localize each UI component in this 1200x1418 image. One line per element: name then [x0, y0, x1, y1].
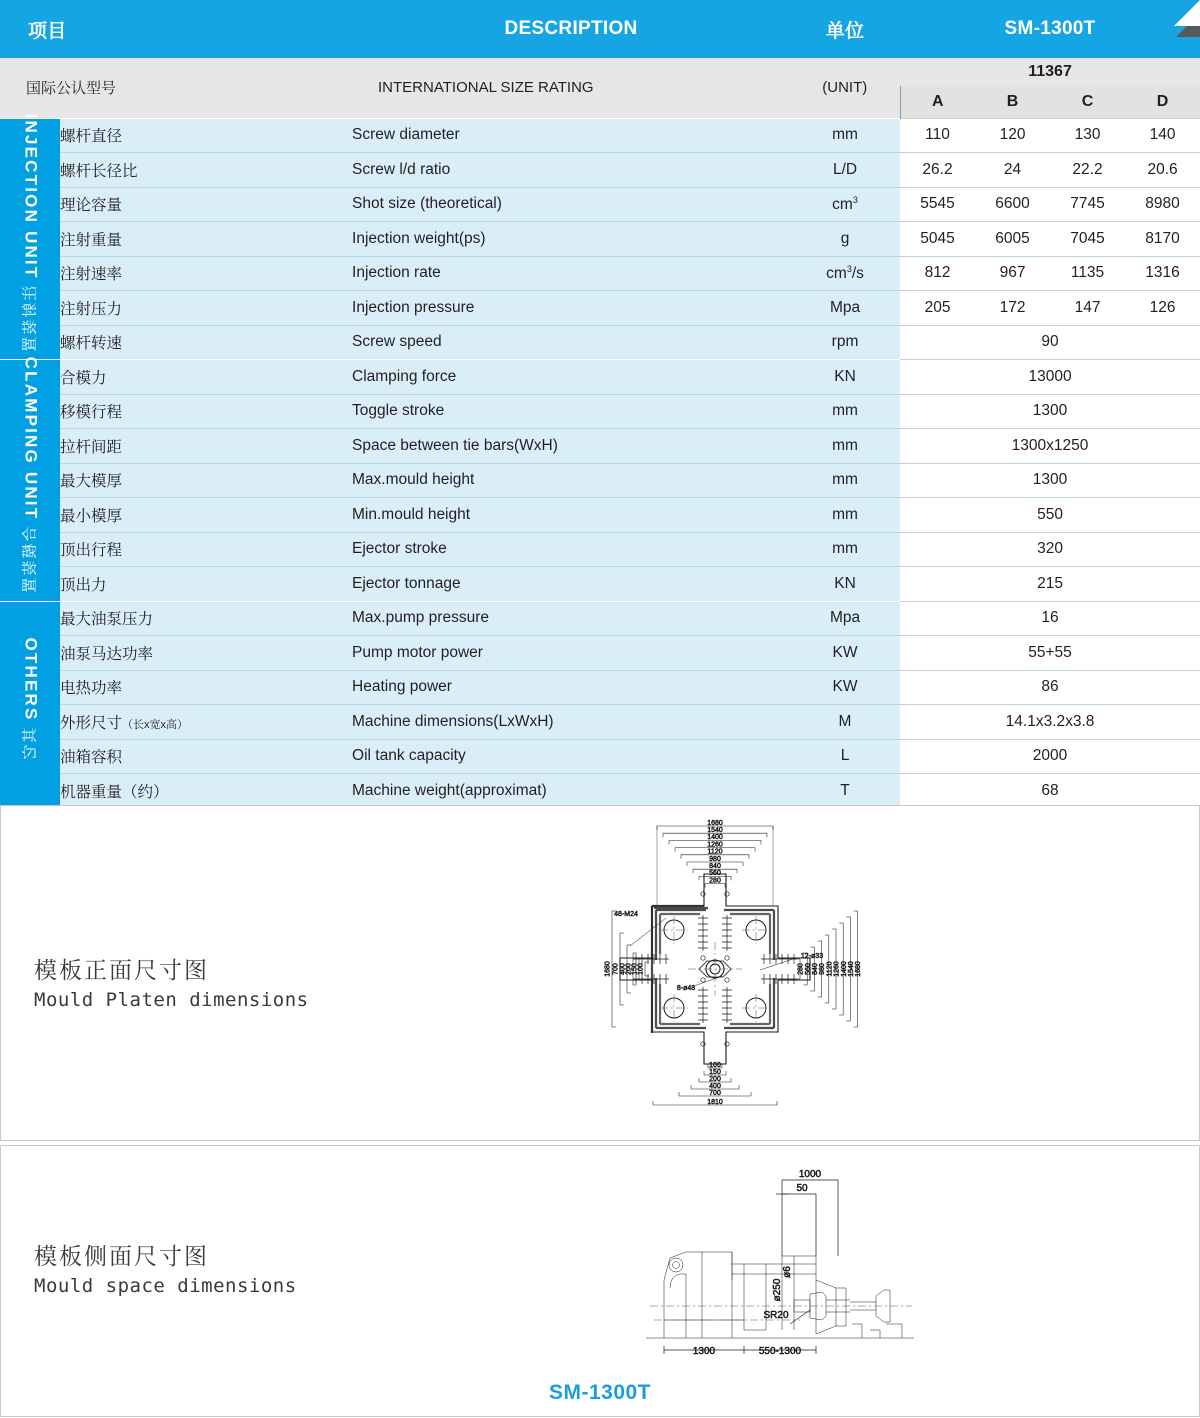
section-label-cn: 其它	[21, 727, 39, 762]
row-unit: M	[790, 705, 900, 740]
side-caption-cn: 模板侧面尺寸图	[34, 1244, 209, 1270]
table-row	[0, 498, 1200, 533]
dimension-label: 550-1300	[758, 1346, 802, 1357]
side-dimension-drawing	[640, 1160, 920, 1365]
dimension-label: 700	[709, 1089, 721, 1097]
dimension-label: 1120	[826, 961, 834, 977]
dimension-label: 840	[812, 963, 819, 975]
dimension-label: 1400	[707, 834, 723, 842]
value-cell: 26.2	[900, 153, 975, 188]
platen-dimension-drawing	[600, 818, 930, 1133]
dimension-label: 200	[709, 1075, 721, 1083]
value-cell: 1135	[1050, 256, 1125, 291]
row-label-cn: 机器重量（约）	[60, 774, 352, 809]
table-row	[0, 118, 1200, 153]
table-row	[0, 187, 1200, 222]
row-label-en: Screw l/d ratio	[352, 153, 790, 188]
variant-header-d: D	[1125, 86, 1200, 118]
value-cell-span: 90	[900, 325, 1200, 360]
row-label-cn: 最大油泵压力	[60, 601, 352, 636]
section-label-clamping-unit	[0, 356, 60, 602]
row-unit: Mpa	[790, 601, 900, 636]
value-cell: 6005	[975, 222, 1050, 257]
dimension-label: 840	[709, 863, 721, 870]
value-cell-span: 1300x1250	[900, 429, 1200, 464]
dimension-label: 150	[631, 963, 639, 975]
row-unit-base: cm	[832, 195, 853, 213]
value-cell-span: 86	[900, 670, 1200, 705]
row-label-en: Max.pump pressure	[352, 601, 790, 636]
header-size-rating-en: INTERNATIONAL SIZE RATING	[352, 58, 790, 118]
row-label-en: Heating power	[352, 670, 790, 705]
row-label-cn: 拉杆间距	[60, 429, 352, 464]
dimension-label: 400	[709, 1082, 721, 1090]
section-label-en: INJECTION UNIT	[21, 113, 41, 280]
platen-caption-en: Mould Platen dimensions	[34, 989, 309, 1011]
value-cell: 120	[975, 118, 1050, 153]
value-cell: 7745	[1050, 187, 1125, 222]
row-label-cn-main: 外形尺寸	[60, 714, 123, 732]
row-unit: KW	[790, 670, 900, 705]
value-cell-span: 2000	[900, 739, 1200, 774]
header-unit: 单位	[790, 0, 900, 58]
table-row	[0, 670, 1200, 705]
row-unit: mm	[790, 498, 900, 533]
row-unit: KN	[790, 567, 900, 602]
value-cell: 147	[1050, 291, 1125, 326]
table-row	[0, 567, 1200, 602]
row-unit-tail: /s	[851, 264, 864, 282]
value-cell: 130	[1050, 118, 1125, 153]
section-label-injection-unit	[0, 113, 60, 360]
row-label-en: Max.mould height	[352, 463, 790, 498]
value-cell: 8170	[1125, 222, 1200, 257]
row-label-en: Toggle stroke	[352, 394, 790, 429]
dimension-label: 980	[819, 963, 827, 975]
row-label-en: Screw diameter	[352, 118, 790, 153]
dimension-label: SR20	[763, 1310, 789, 1321]
value-cell-span: 1300	[900, 394, 1200, 429]
row-label-cn: 电热功率	[60, 670, 352, 705]
value-cell: 6600	[975, 187, 1050, 222]
value-cell-span: 55+55	[900, 636, 1200, 671]
value-cell: 126	[1125, 291, 1200, 326]
dimension-label: 100	[637, 963, 645, 975]
platen-caption-cn: 模板正面尺寸图	[34, 958, 209, 984]
row-unit: KN	[790, 360, 900, 395]
row-unit: mm	[790, 463, 900, 498]
dimension-label: 400	[619, 963, 627, 975]
table-row	[0, 636, 1200, 671]
dimension-label: 980	[709, 855, 721, 863]
row-label-cn: 螺杆直径	[60, 118, 352, 153]
value-cell: 812	[900, 256, 975, 291]
table-row	[0, 429, 1200, 464]
row-label-en: Space between tie bars(WxH)	[352, 429, 790, 464]
section-label-en: OTHERS	[21, 637, 41, 722]
table-row	[0, 153, 1200, 188]
row-label-en: Screw speed	[352, 325, 790, 360]
section-label-others	[0, 601, 60, 808]
table-row	[0, 325, 1200, 360]
table-row	[0, 291, 1200, 326]
platen-caption	[34, 952, 309, 1011]
row-label-cn: 注射压力	[60, 291, 352, 326]
row-label-cn: 注射速率	[60, 256, 352, 291]
row-label-cn: 油箱容积	[60, 739, 352, 774]
row-unit: L	[790, 739, 900, 774]
dimension-label: 1000	[798, 1169, 822, 1180]
row-label-cn	[60, 705, 352, 740]
table-row	[0, 463, 1200, 498]
row-unit: mm	[790, 429, 900, 464]
value-cell-span: 14.1x3.2x3.8	[900, 705, 1200, 740]
value-cell: 24	[975, 153, 1050, 188]
dimension-label: 700	[612, 963, 620, 975]
value-cell: 5045	[900, 222, 975, 257]
table-row	[0, 532, 1200, 567]
row-label-cn: 理论容量	[60, 187, 352, 222]
value-cell: 7045	[1050, 222, 1125, 257]
table-row	[0, 222, 1200, 257]
value-cell-span: 1300	[900, 463, 1200, 498]
dimension-label: 1680	[855, 961, 863, 977]
variant-header-a: A	[900, 86, 975, 118]
dimension-label: 50	[796, 1183, 808, 1194]
row-label-cn: 最小模厚	[60, 498, 352, 533]
value-cell-span: 215	[900, 567, 1200, 602]
header-size-rating-cn: 国际公认型号	[0, 58, 352, 118]
value-cell: 967	[975, 256, 1050, 291]
row-label-en: Ejector tonnage	[352, 567, 790, 602]
dimension-label: 1540	[707, 827, 723, 834]
row-label-cn: 最大模厚	[60, 463, 352, 498]
row-label-cn-sub: （长x宽x高）	[122, 718, 189, 731]
table-row	[0, 739, 1200, 774]
row-unit-base: cm	[826, 264, 847, 282]
dimension-label: 8-ø48	[676, 985, 696, 992]
value-cell-span: 16	[900, 601, 1200, 636]
row-label-en: Machine dimensions(LxWxH)	[352, 705, 790, 740]
dimension-label: 1400	[840, 961, 848, 977]
row-label-cn: 油泵马达功率	[60, 636, 352, 671]
dimension-label: 1680	[604, 961, 612, 977]
dimension-label: 1260	[833, 961, 841, 977]
value-cell-span: 68	[900, 774, 1200, 809]
value-cell: 8980	[1125, 187, 1200, 222]
dimension-label: 280	[709, 877, 721, 885]
dimension-label: 200	[625, 963, 633, 975]
row-label-en: Injection rate	[352, 256, 790, 291]
dimension-label: 12-ø33	[800, 953, 824, 960]
row-label-en: Clamping force	[352, 360, 790, 395]
row-unit: T	[790, 774, 900, 809]
corner-fold-mask-icon	[1174, 0, 1200, 26]
dimension-label: ø250	[772, 1278, 783, 1302]
value-cell: 172	[975, 291, 1050, 326]
row-unit	[790, 187, 900, 222]
section-label-en: CLAMPING UNIT	[21, 356, 41, 521]
value-cell: 5545	[900, 187, 975, 222]
value-cell: 110	[900, 118, 975, 153]
side-caption-en: Mould space dimensions	[34, 1275, 297, 1297]
table-row	[0, 774, 1200, 809]
table-row	[0, 360, 1200, 395]
row-unit: Mpa	[790, 291, 900, 326]
table-row	[0, 705, 1200, 740]
row-unit: mm	[790, 394, 900, 429]
model-tag: SM-1300T	[548, 1381, 652, 1404]
row-label-cn: 顶出力	[60, 567, 352, 602]
row-label-en: Shot size (theoretical)	[352, 187, 790, 222]
row-label-en: Injection pressure	[352, 291, 790, 326]
value-cell-span: 13000	[900, 360, 1200, 395]
dimension-label: 1680	[707, 819, 723, 827]
section-label-cn: 注射装置	[21, 285, 39, 354]
header-description: DESCRIPTION	[352, 0, 790, 58]
value-cell: 22.2	[1050, 153, 1125, 188]
header-size-code: 11367	[900, 58, 1200, 86]
row-label-en: Machine weight(approximat)	[352, 774, 790, 809]
dimension-label: 280	[797, 963, 805, 975]
dimension-label: 100	[709, 1061, 721, 1069]
dimension-label: 1300	[692, 1346, 716, 1357]
side-caption	[34, 1238, 297, 1297]
dimension-label: 560	[709, 870, 721, 878]
table-row	[0, 394, 1200, 429]
row-label-cn: 注射重量	[60, 222, 352, 257]
table-row	[0, 601, 1200, 636]
row-label-en: Injection weight(ps)	[352, 222, 790, 257]
row-unit-sup: 3	[852, 194, 858, 205]
header-model: SM-1300T	[900, 0, 1200, 58]
row-label-en: Ejector stroke	[352, 532, 790, 567]
row-label-cn: 螺杆长径比	[60, 153, 352, 188]
row-unit	[790, 256, 900, 291]
row-label-cn: 顶出行程	[60, 532, 352, 567]
row-unit: mm	[790, 532, 900, 567]
dimension-label: ø6	[782, 1266, 793, 1278]
value-cell: 140	[1125, 118, 1200, 153]
dimension-label: 150	[709, 1068, 721, 1076]
row-unit: g	[790, 222, 900, 257]
row-unit-sup: 3	[846, 263, 852, 274]
value-cell: 20.6	[1125, 153, 1200, 188]
row-unit: mm	[790, 118, 900, 153]
row-label-en: Min.mould height	[352, 498, 790, 533]
value-cell-span: 320	[900, 532, 1200, 567]
row-label-cn: 合模力	[60, 360, 352, 395]
dimension-label: 1260	[707, 841, 723, 849]
row-unit: KW	[790, 636, 900, 671]
row-unit: L/D	[790, 153, 900, 188]
header-item: 项目	[0, 0, 352, 58]
dimension-label: 1540	[848, 961, 855, 977]
table-row	[0, 256, 1200, 291]
header-unit-en: (UNIT)	[790, 58, 900, 118]
row-label-en: Pump motor power	[352, 636, 790, 671]
value-cell-span: 550	[900, 498, 1200, 533]
row-label-en: Oil tank capacity	[352, 739, 790, 774]
variant-header-c: C	[1050, 86, 1125, 118]
dimension-label: 1120	[707, 848, 723, 856]
row-label-cn: 移模行程	[60, 394, 352, 429]
row-label-cn: 螺杆转速	[60, 325, 352, 360]
value-cell: 205	[900, 291, 975, 326]
section-label-cn: 合模装置	[21, 526, 39, 595]
dimension-label: 560	[804, 963, 812, 975]
variant-header-b: B	[975, 86, 1050, 118]
row-unit: rpm	[790, 325, 900, 360]
dimension-label: 48-M24	[614, 911, 638, 918]
value-cell: 1316	[1125, 256, 1200, 291]
dimension-label: 1810	[707, 1098, 723, 1106]
